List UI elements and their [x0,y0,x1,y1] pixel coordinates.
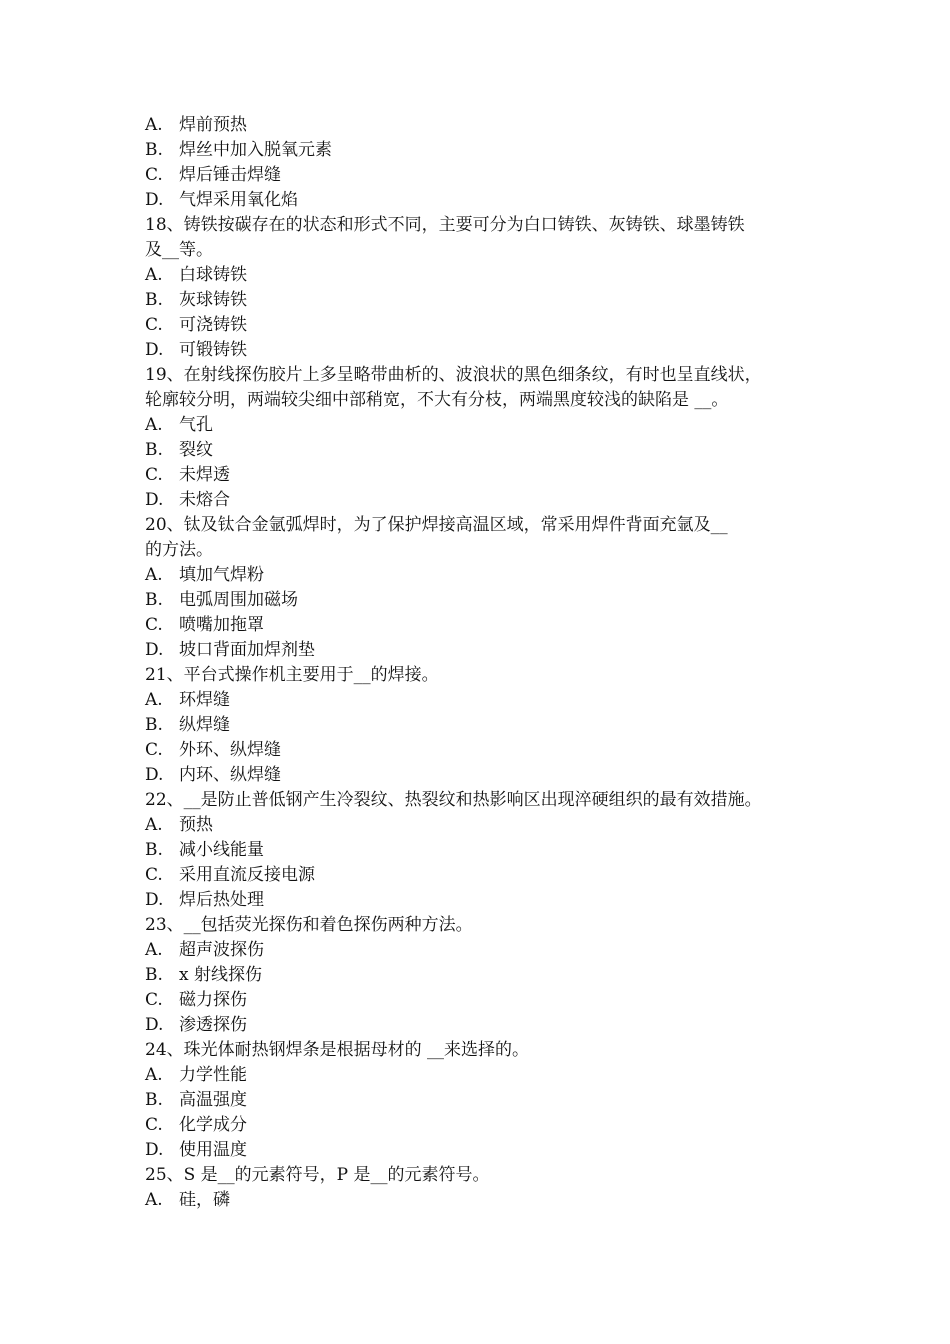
answer-option [145,1088,825,1113]
question-line: 的方法。 [145,540,213,560]
option-text: 采用直流反接电源 [179,865,315,885]
option-text: 焊后热处理 [179,890,264,910]
option-text: 裂纹 [179,440,213,460]
option-letter: B. [145,590,163,610]
option-letter: C. [145,615,163,635]
option-text: 气焊采用氧化焰 [179,190,298,210]
answer-option [145,938,825,963]
question-stem [145,513,825,563]
answer-option [145,1113,825,1138]
question-line: 19、在射线探伤胶片上多呈略带曲析的、波浪状的黑色细条纹，有时也呈直线状， [145,365,762,385]
option-letter: B. [145,965,163,985]
answer-option [145,688,825,713]
option-text: 电弧周围加磁场 [179,590,298,610]
question-line: 24、珠光体耐热钢焊条是根据母材的 __来选择的。 [145,1040,530,1060]
answer-option [145,1013,825,1038]
answer-option [145,413,825,438]
option-text: 力学性能 [179,1065,247,1085]
answer-option [145,488,825,513]
option-text: 灰球铸铁 [179,290,247,310]
option-letter: A. [145,815,163,835]
question-stem [145,213,825,263]
answer-option [145,263,825,288]
option-letter: B. [145,440,163,460]
option-letter: B. [145,140,163,160]
option-text: 纵焊缝 [179,715,230,735]
answer-option [145,1063,825,1088]
question-stem [145,913,825,938]
option-text: 超声波探伤 [179,940,264,960]
option-letter: D. [145,1015,164,1035]
question-line: 18、铸铁按碳存在的状态和形式不同，主要可分为白口铸铁、灰铸铁、球墨铸铁 [145,215,745,235]
option-text: 外环、纵焊缝 [179,740,281,760]
option-letter: C. [145,740,163,760]
question-stem [145,363,825,413]
option-letter: D. [145,765,164,785]
question-stem [145,663,825,688]
option-letter: A. [145,415,163,435]
option-letter: A. [145,1190,163,1210]
option-letter: C. [145,865,163,885]
option-letter: A. [145,565,163,585]
option-text: 硅，磷 [179,1190,230,1210]
answer-option [145,138,825,163]
option-text: 化学成分 [179,1115,247,1135]
question-line: 及__等。 [145,240,213,260]
question-stem [145,788,825,813]
answer-option [145,288,825,313]
answer-option [145,313,825,338]
option-letter: C. [145,315,163,335]
question-stem [145,1163,825,1188]
document-page [145,113,825,1213]
option-letter: D. [145,640,164,660]
option-text: 可浇铸铁 [179,315,247,335]
answer-option [145,763,825,788]
option-text: 焊后锤击焊缝 [179,165,281,185]
option-letter: C. [145,465,163,485]
answer-option [145,813,825,838]
option-letter: C. [145,990,163,1010]
answer-option [145,563,825,588]
option-letter: B. [145,1090,163,1110]
answer-option [145,163,825,188]
option-letter: C. [145,1115,163,1135]
option-text: 高温强度 [179,1090,247,1110]
option-text: x 射线探伤 [179,965,262,985]
option-text: 可锻铸铁 [179,340,247,360]
option-text: 白球铸铁 [179,265,247,285]
option-letter: B. [145,715,163,735]
answer-option [145,888,825,913]
option-letter: D. [145,490,164,510]
option-letter: A. [145,115,163,135]
question-line: 23、__包括荧光探伤和着色探伤两种方法。 [145,915,473,935]
answer-option [145,588,825,613]
option-text: 焊前预热 [179,115,247,135]
option-text: 预热 [179,815,213,835]
option-text: 喷嘴加拖罩 [179,615,264,635]
option-text: 使用温度 [179,1140,247,1160]
option-text: 焊丝中加入脱氧元素 [179,140,332,160]
option-text: 气孔 [179,415,213,435]
option-letter: A. [145,265,163,285]
answer-option [145,838,825,863]
option-text: 环焊缝 [179,690,230,710]
option-text: 坡口背面加焊剂垫 [179,640,315,660]
answer-option [145,438,825,463]
option-letter: A. [145,940,163,960]
answer-option [145,338,825,363]
answer-option [145,188,825,213]
question-line: 21、平台式操作机主要用于__的焊接。 [145,665,439,685]
option-text: 未焊透 [179,465,230,485]
answer-option [145,613,825,638]
option-letter: A. [145,690,163,710]
option-text: 磁力探伤 [179,990,247,1010]
option-letter: C. [145,165,163,185]
option-letter: B. [145,290,163,310]
option-text: 减小线能量 [179,840,264,860]
answer-option [145,863,825,888]
answer-option [145,713,825,738]
answer-option [145,963,825,988]
option-text: 填加气焊粉 [179,565,264,585]
option-letter: D. [145,190,164,210]
option-text: 内环、纵焊缝 [179,765,281,785]
option-letter: D. [145,1140,164,1160]
question-line: 25、S 是__的元素符号，P 是__的元素符号。 [145,1165,490,1185]
question-line: 20、钛及钛合金氩弧焊时，为了保护焊接高温区域，常采用焊件背面充氩及__ [145,515,728,535]
question-line: 22、__是防止普低钢产生冷裂纹、热裂纹和热影响区出现淬硬组织的最有效措施。 [145,790,762,810]
answer-option [145,1138,825,1163]
answer-option [145,463,825,488]
option-text: 未熔合 [179,490,230,510]
option-letter: D. [145,890,164,910]
option-text: 渗透探伤 [179,1015,247,1035]
option-letter: B. [145,840,163,860]
question-stem [145,1038,825,1063]
option-letter: A. [145,1065,163,1085]
answer-option [145,638,825,663]
question-line: 轮廓较分明，两端较尖细中部稍宽，不大有分枝，两端黑度较浅的缺陷是 __。 [145,390,729,410]
answer-option [145,1188,825,1213]
answer-option [145,988,825,1013]
answer-option [145,113,825,138]
answer-option [145,738,825,763]
option-letter: D. [145,340,164,360]
